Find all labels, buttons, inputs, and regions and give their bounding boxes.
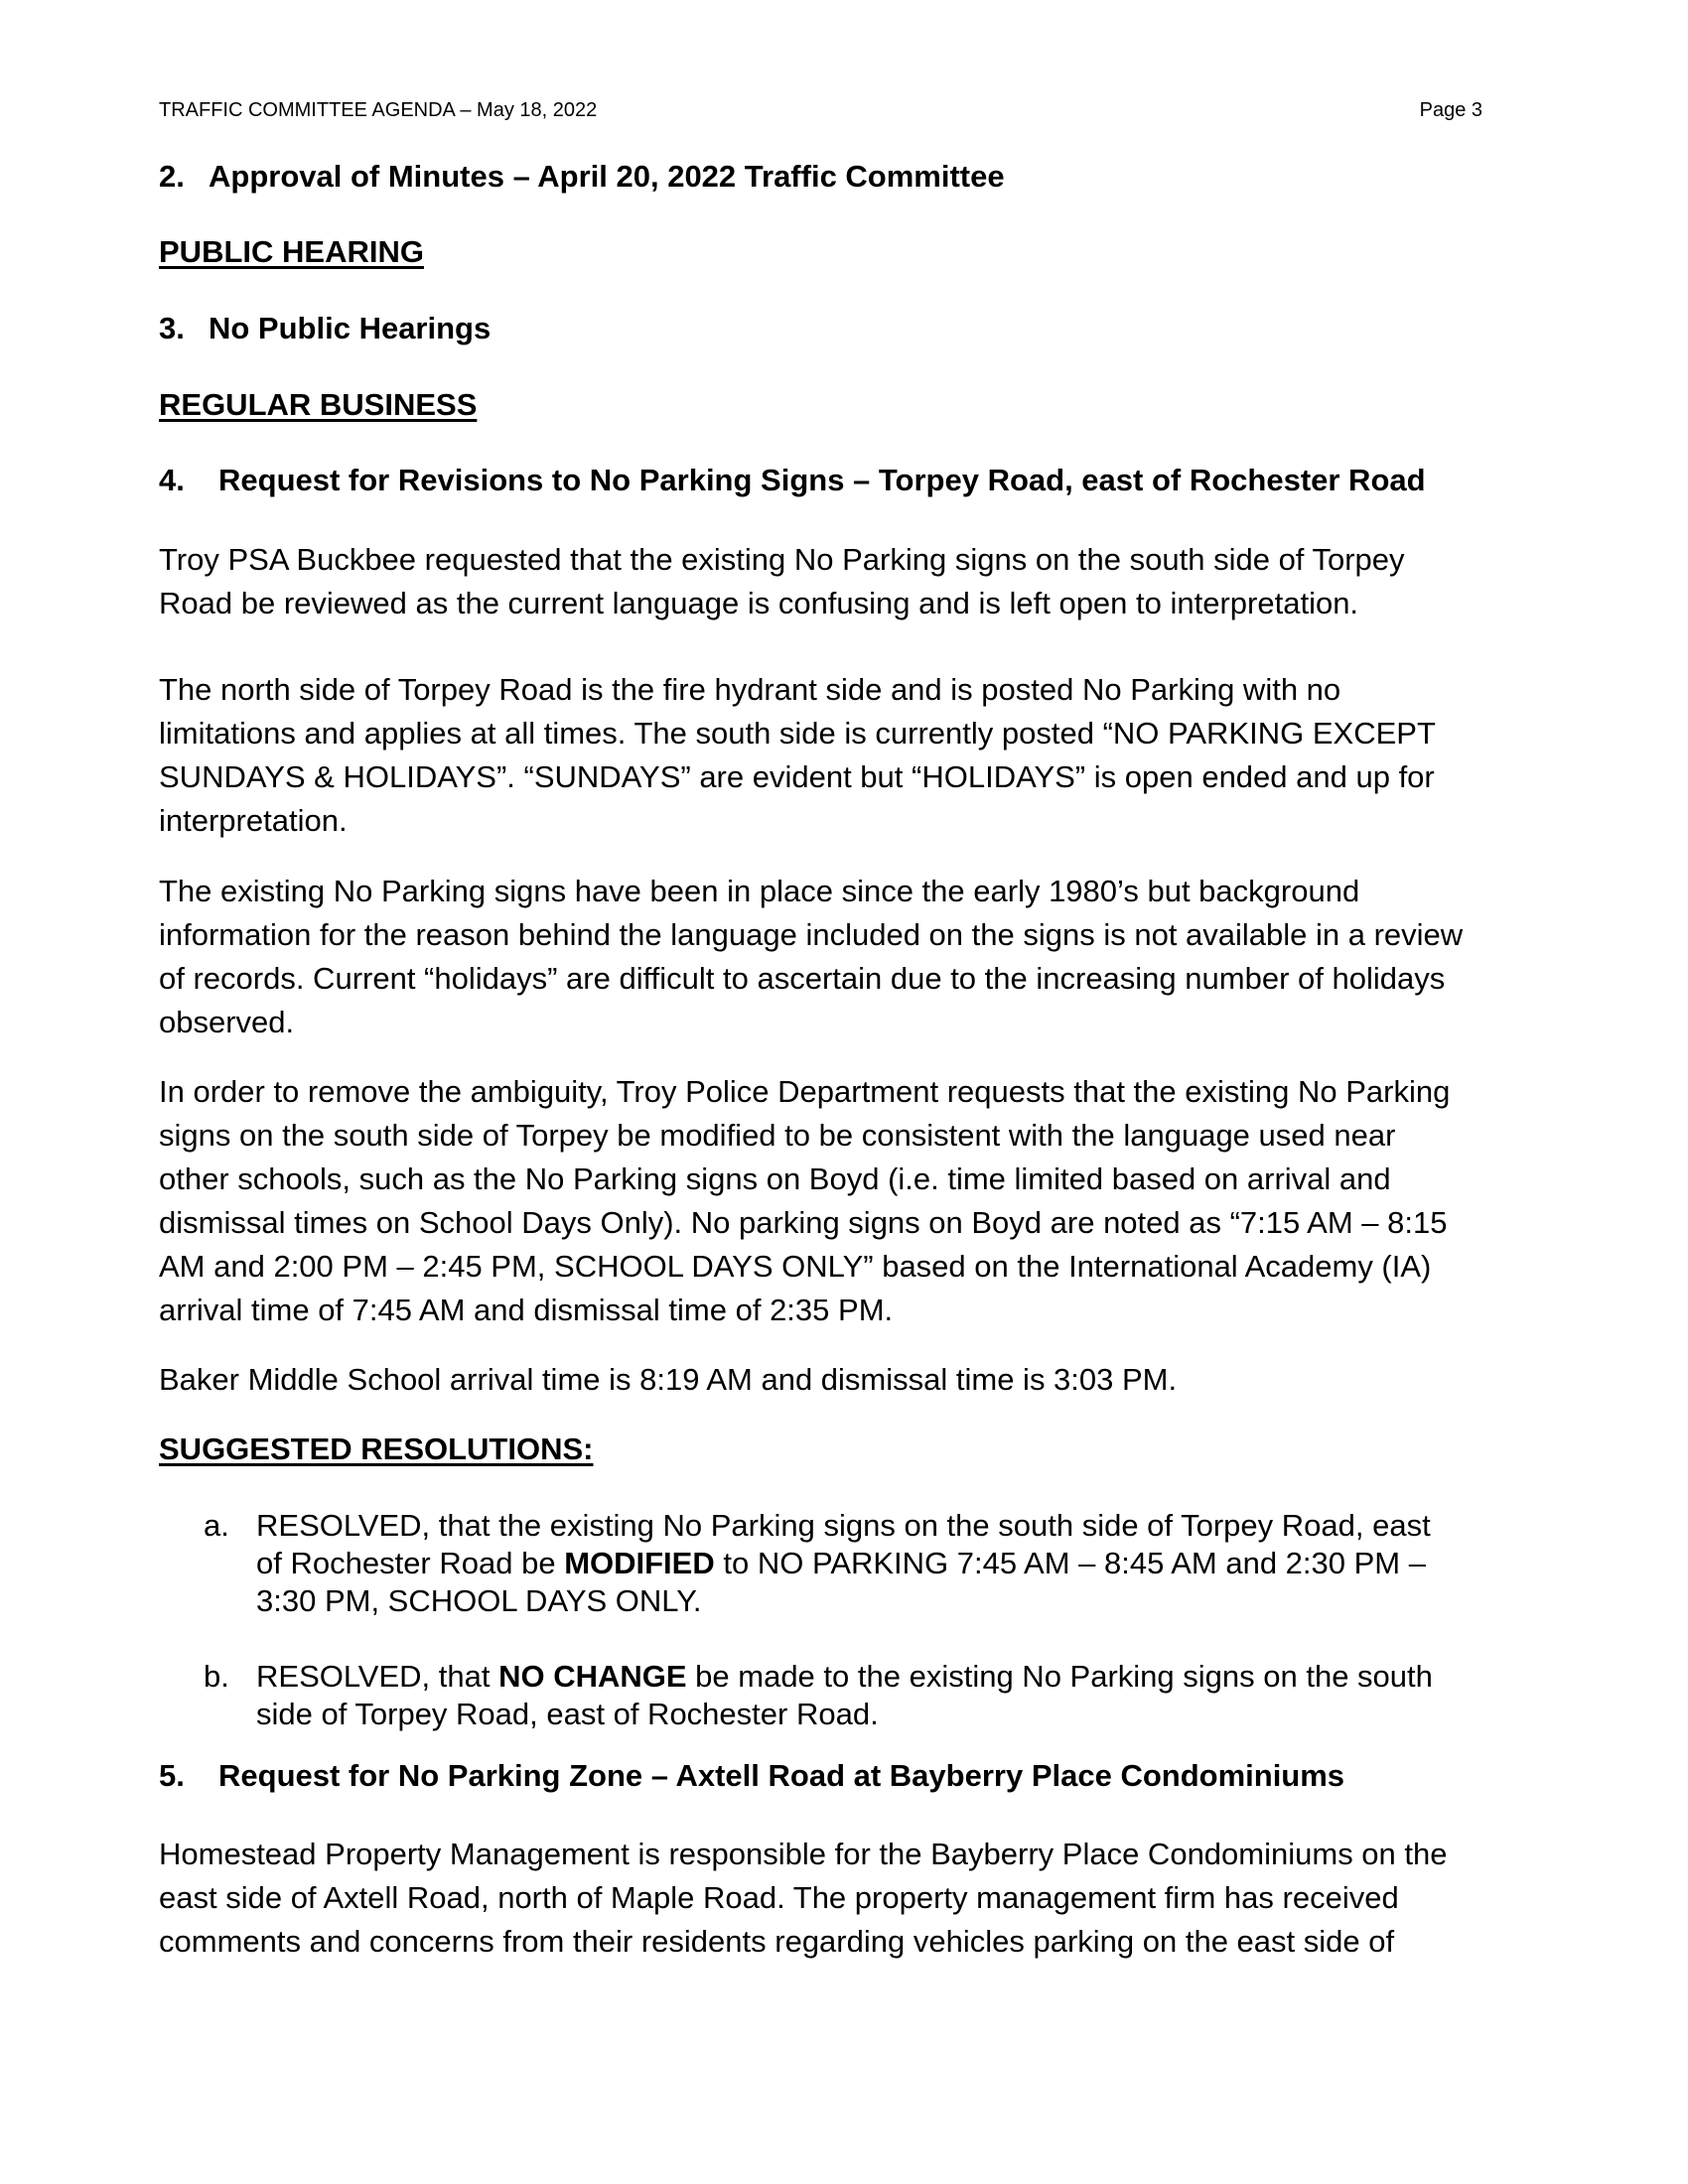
paragraph-line: interpretation.	[159, 803, 348, 838]
paragraph-line: Road be reviewed as the current language is confusing and is left open to interpretation.	[159, 586, 1359, 620]
page-number: Page 3	[1419, 99, 1482, 121]
paragraph-line: The north side of Torpey Road is the fire hydrant side and is posted No Parking with no	[159, 672, 1341, 707]
resolution-marker: a.	[204, 1508, 229, 1543]
item-number: 4.	[159, 463, 185, 497]
item-4-heading	[159, 463, 1426, 498]
item-number: 5.	[159, 1758, 185, 1793]
section-heading-regular-business: REGULAR BUSINESS	[159, 387, 478, 422]
item-5-heading	[159, 1758, 1344, 1794]
paragraph-line: limitations and applies at all times. The south side is currently posted “NO PARKING EXCEPT	[159, 716, 1436, 751]
item-number: 2.	[159, 159, 185, 194]
item-title: No Public Hearings	[209, 311, 492, 345]
resolution-line: 3:30 PM, SCHOOL DAYS ONLY.	[256, 1583, 702, 1618]
paragraph-line: of records. Current “holidays” are difficult to ascertain due to the increasing number of holidays	[159, 961, 1446, 996]
paragraph-line: signs on the south side of Torpey be modified to be consistent with the language used near	[159, 1118, 1396, 1153]
resolution-text: of Rochester Road be	[256, 1546, 565, 1580]
item-3-heading	[159, 311, 491, 346]
item-title: Request for Revisions to No Parking Signs – Torpey Road, east of Rochester Road	[218, 463, 1426, 497]
resolution-line	[256, 1658, 1534, 1696]
resolution-line	[256, 1545, 1534, 1582]
resolution-marker: b.	[204, 1659, 229, 1694]
resolution-text: RESOLVED, that	[256, 1659, 499, 1694]
paragraph-line: east side of Axtell Road, north of Maple Road. The property management firm has received	[159, 1880, 1399, 1915]
paragraph-line: The existing No Parking signs have been in place since the early 1980’s but background	[159, 874, 1360, 908]
resolution-emphasis: MODIFIED	[564, 1546, 715, 1580]
resolution-emphasis: NO CHANGE	[498, 1659, 687, 1694]
paragraph-line: arrival time of 7:45 AM and dismissal time of 2:35 PM.	[159, 1293, 894, 1327]
paragraph-line: Baker Middle School arrival time is 8:19 AM and dismissal time is 3:03 PM.	[159, 1362, 1178, 1397]
resolution-text: to NO PARKING 7:45 AM – 8:45 AM and 2:30 PM –	[714, 1546, 1426, 1580]
section-heading-public-hearing: PUBLIC HEARING	[159, 234, 424, 269]
section-heading-suggested-resolutions: SUGGESTED RESOLUTIONS:	[159, 1432, 594, 1466]
resolution-a	[204, 1507, 1534, 1620]
paragraph	[159, 870, 1529, 1044]
item-title: Request for No Parking Zone – Axtell Road at Bayberry Place Condominiums	[218, 1758, 1345, 1793]
resolution-b	[204, 1658, 1534, 1733]
paragraph-line: dismissal times on School Days Only). No parking signs on Boyd are noted as “7:15 AM – 8:15	[159, 1205, 1448, 1240]
paragraph-line: information for the reason behind the language included on the signs is not available in a review	[159, 917, 1464, 952]
paragraph-line: Troy PSA Buckbee requested that the existing No Parking signs on the south side of Torpey	[159, 542, 1405, 577]
paragraph-line: comments and concerns from their residents regarding vehicles parking on the east side of	[159, 1924, 1395, 1959]
resolution-line: RESOLVED, that the existing No Parking signs on the south side of Torpey Road, east	[256, 1508, 1431, 1543]
page-header-title: TRAFFIC COMMITTEE AGENDA – May 18, 2022	[159, 99, 598, 121]
item-title: Approval of Minutes – April 20, 2022 Traffic Committee	[209, 159, 1005, 194]
paragraph	[159, 538, 1529, 625]
resolution-text: be made to the existing No Parking signs on the south	[686, 1659, 1433, 1694]
paragraph-line: In order to remove the ambiguity, Troy Police Department requests that the existing No Parking	[159, 1074, 1451, 1109]
paragraph	[159, 668, 1529, 843]
paragraph-line: Homestead Property Management is responsible for the Bayberry Place Condominiums on the	[159, 1837, 1448, 1871]
paragraph-line: AM and 2:00 PM – 2:45 PM, SCHOOL DAYS ONLY” based on the International Academy (IA)	[159, 1249, 1432, 1284]
paragraph	[159, 1070, 1529, 1332]
paragraph	[159, 1833, 1529, 1964]
resolution-line: side of Torpey Road, east of Rochester Road.	[256, 1697, 879, 1731]
paragraph-line: observed.	[159, 1005, 295, 1039]
paragraph	[159, 1358, 1529, 1402]
paragraph-line: SUNDAYS & HOLIDAYS”. “SUNDAYS” are evident but “HOLIDAYS” is open ended and up for	[159, 759, 1435, 794]
item-2-heading	[159, 159, 1005, 195]
paragraph-line: other schools, such as the No Parking signs on Boyd (i.e. time limited based on arrival and	[159, 1161, 1391, 1196]
item-number: 3.	[159, 311, 185, 345]
